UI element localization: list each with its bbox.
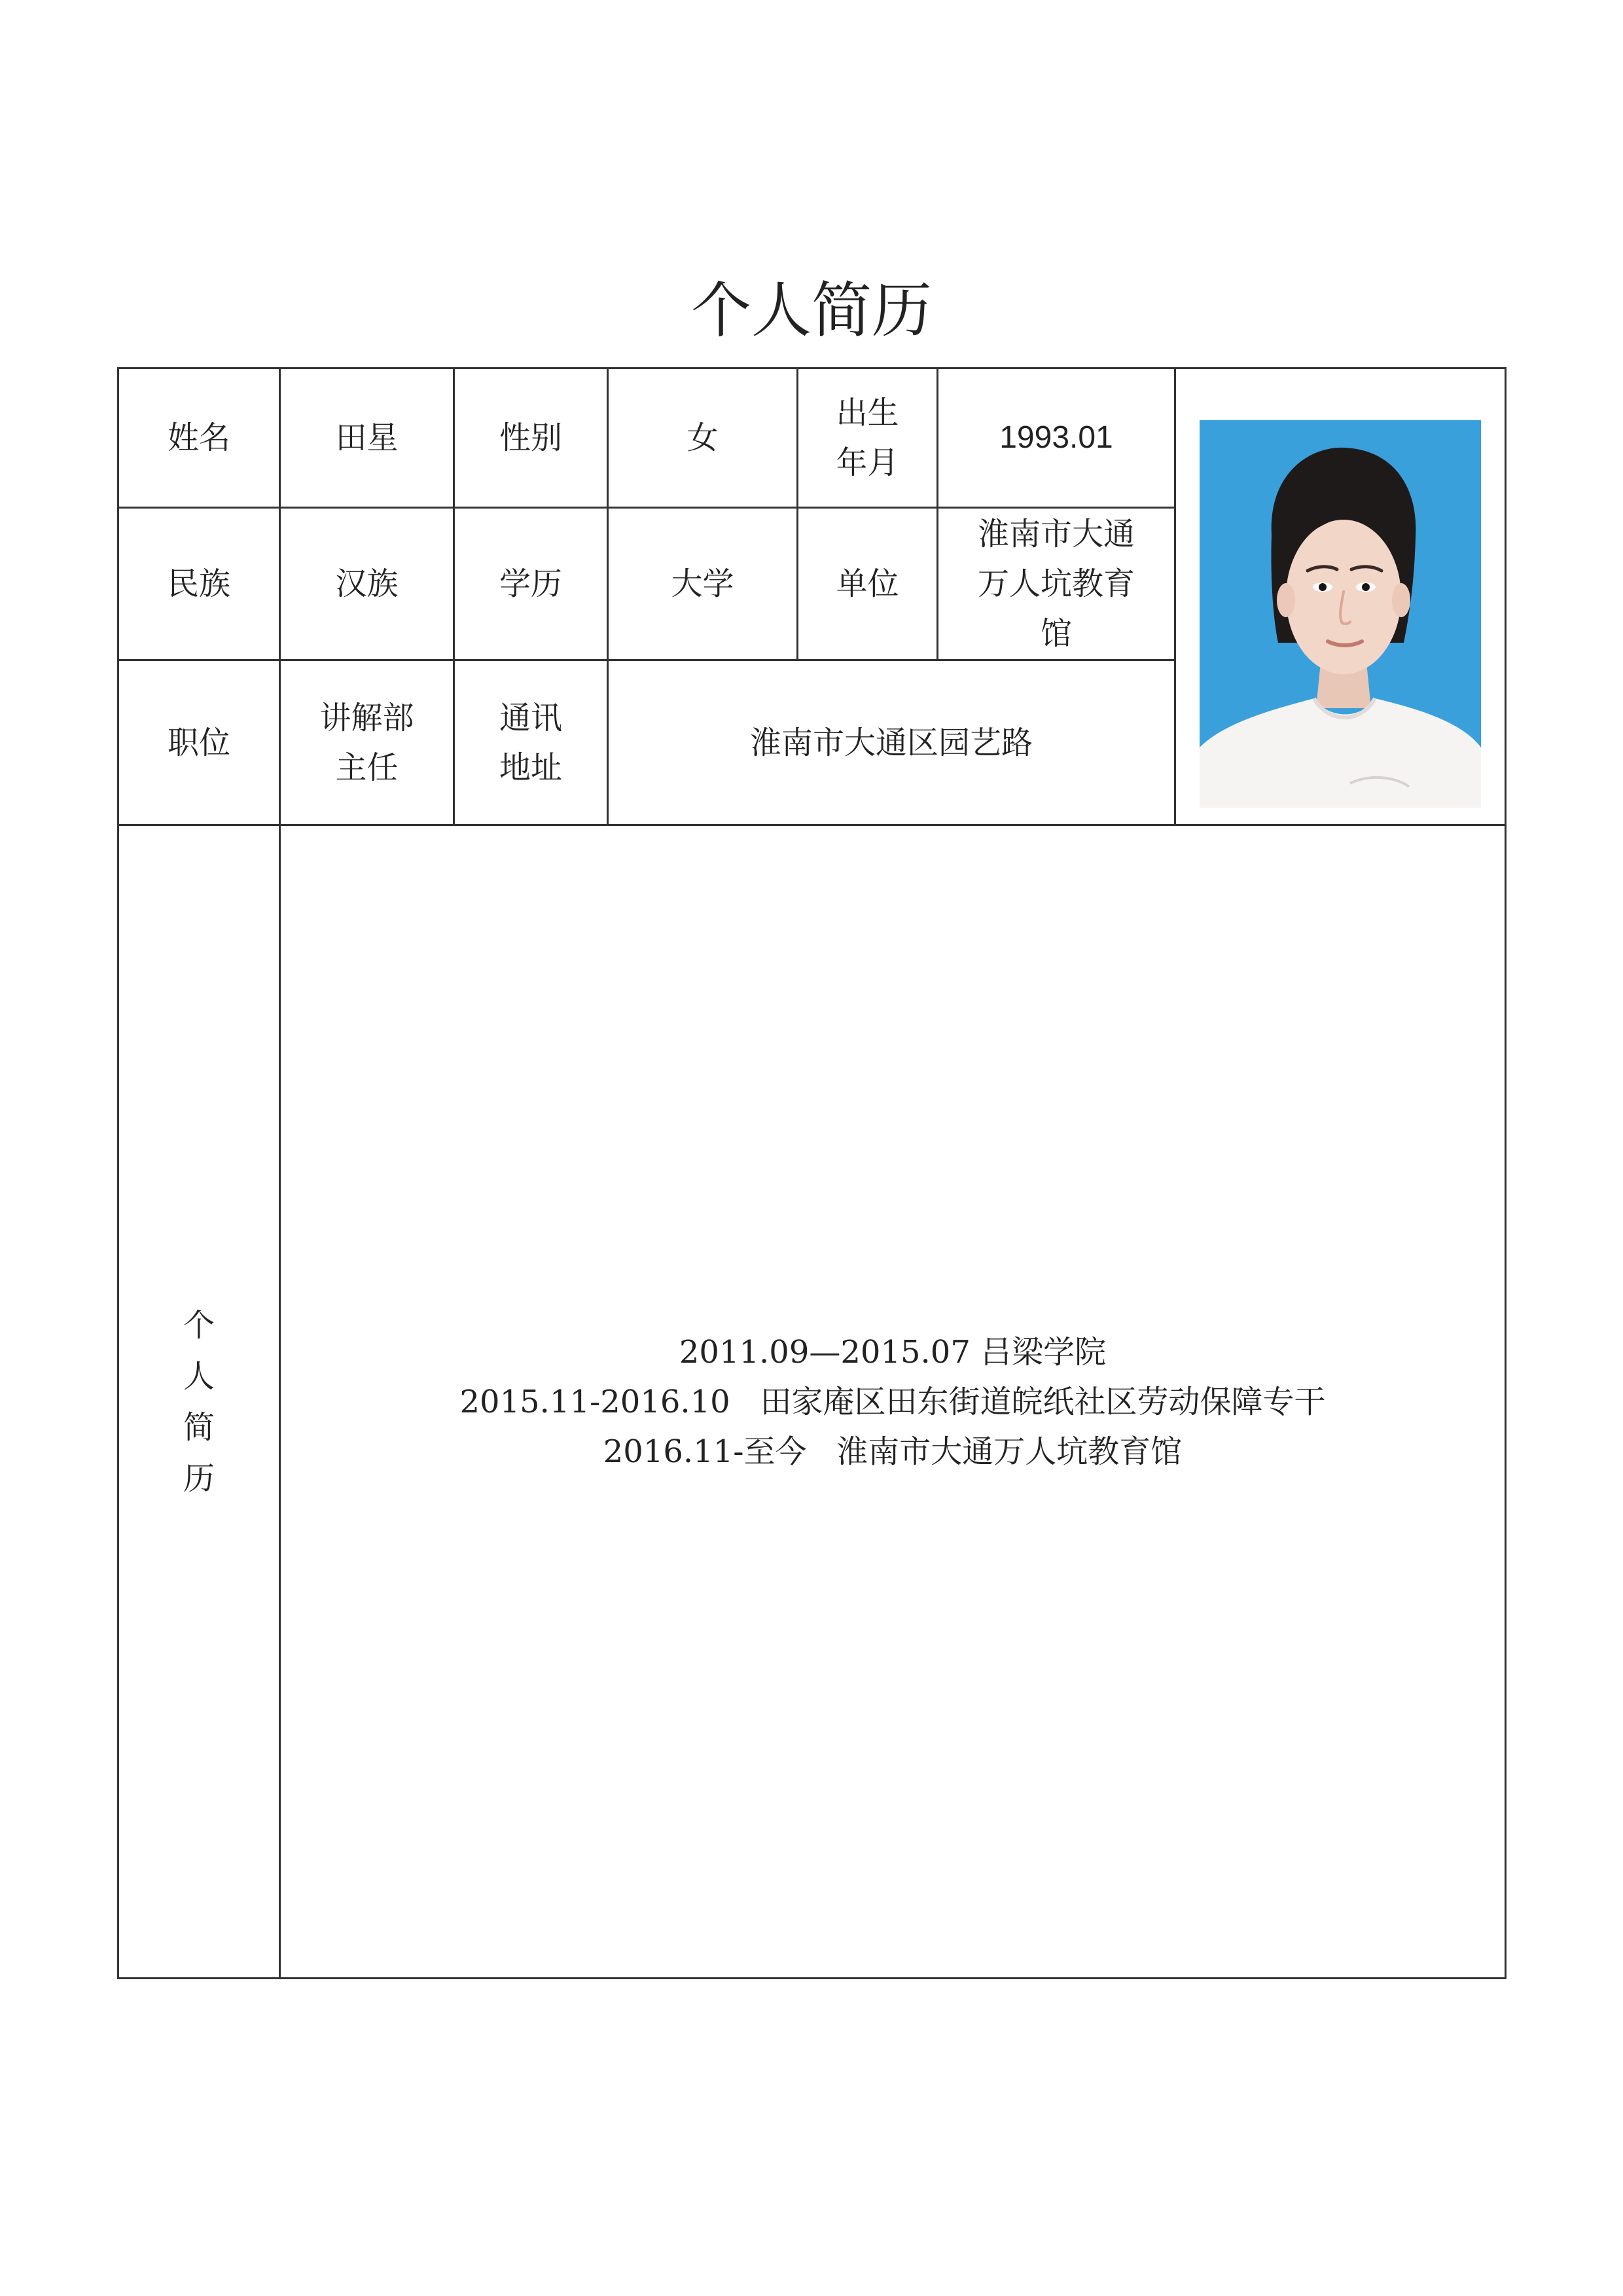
photo-cell: [1175, 368, 1506, 825]
position-value-line2: 主任: [335, 749, 399, 786]
name-value: 田星: [280, 368, 454, 508]
history-label-char: 人: [183, 1357, 215, 1395]
unit-value-line1: 淮南市大通: [977, 516, 1135, 552]
position-value: [280, 660, 454, 825]
ethnicity-value: 汉族: [280, 508, 454, 660]
history-entry: 2016.11-至今 淮南市大通万人坑教育馆: [603, 1433, 1183, 1470]
position-value-line1: 讲解部: [319, 699, 414, 736]
birth-label-line2: 年月: [836, 444, 899, 481]
gender-value: 女: [608, 368, 798, 508]
portrait-image: [1200, 420, 1481, 808]
unit-value-line3: 馆: [1040, 615, 1072, 652]
education-value: 大学: [608, 508, 798, 660]
gender-label: 性别: [454, 368, 608, 508]
history-entry: 2015.11-2016.10 田家庵区田东街道皖纸社区劳动保障专干: [459, 1383, 1326, 1420]
history-entry: 2011.09—2015.07 吕梁学院: [679, 1333, 1107, 1371]
unit-value-line2: 万人坑教育: [977, 565, 1135, 602]
history-label-char: 历: [183, 1460, 215, 1497]
position-label: 职位: [118, 660, 280, 825]
unit-label: 单位: [798, 508, 938, 660]
address-label-line1: 通讯: [499, 699, 562, 736]
history-label-char: 个: [183, 1306, 215, 1344]
address-label: [454, 660, 608, 825]
birth-label-line1: 出生: [836, 395, 899, 431]
portrait-photo: [1200, 420, 1481, 808]
page-title: 个人简历: [690, 276, 932, 346]
address-label-line2: 地址: [499, 749, 562, 786]
birth-value: 1993.01: [938, 368, 1175, 508]
resume-table: [117, 367, 1507, 1979]
birth-label: [798, 368, 938, 508]
ethnicity-label: 民族: [118, 508, 280, 660]
name-label: 姓名: [118, 368, 280, 508]
history-label: [118, 825, 280, 1979]
unit-value: [938, 508, 1175, 660]
education-label: 学历: [454, 508, 608, 660]
history-content: [280, 825, 1506, 1979]
address-value: 淮南市大通区园艺路: [608, 660, 1175, 825]
history-label-char: 简: [183, 1408, 215, 1446]
